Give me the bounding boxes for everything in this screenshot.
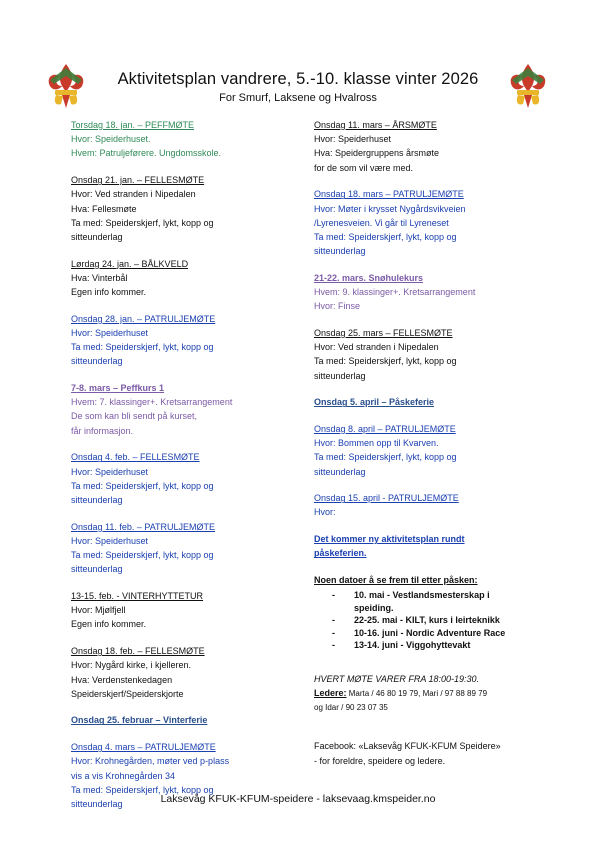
event-line: Hvor: Nygård kirke, i kjelleren.	[71, 660, 192, 671]
event-line: Hva: Fellesmøte	[71, 203, 137, 214]
meeting-time: HVERT MØTE VARER FRA 18:00-19:30.	[314, 673, 480, 684]
event-heading: Onsdag 21. jan. – FELLESMØTE	[71, 175, 205, 186]
event-line: Ta med: Speiderskjerf, lykt, kopp og	[314, 356, 457, 367]
event-line: sitteunderlag	[314, 466, 366, 477]
event-line: får informasjon.	[71, 425, 134, 436]
event-line: Ta med: Speiderskjerf, lykt, kopp og	[71, 217, 214, 228]
leaders-contacts: Marta / 46 80 19 79, Mari / 97 88 89 79	[346, 689, 488, 699]
event-line: Hva: Vinterbål	[71, 272, 128, 283]
event-heading: Onsdag 25. februar – Vinterferie	[71, 715, 208, 726]
event-block	[71, 589, 301, 632]
leaders-line	[314, 686, 544, 701]
event-line: Ta med: Speiderskjerf, lykt, kopp og	[314, 452, 457, 463]
event-line: Hvor: Speiderhuset.	[71, 134, 151, 145]
event-line: Hvor: Speiderhuset	[71, 466, 149, 477]
event-heading: Onsdag 11. mars – ÅRSMØTE	[314, 120, 437, 130]
event-heading: Torsdag 18. jan. – PEFFMØTE	[71, 120, 195, 130]
event-heading: Onsdag 11. feb. – PATRULJEMØTE	[71, 521, 216, 532]
event-heading: Onsdag 15. april - PATRULJEMØTE	[314, 493, 459, 504]
list-item: - 10-16. juni - Nordic Adventure Race	[314, 627, 544, 639]
right-column	[314, 118, 544, 768]
event-line: Hva: Verdenstenkedagen	[71, 674, 173, 685]
event-line: De som kan bli sendt på kurset,	[71, 411, 198, 422]
list-item: speiding.	[354, 602, 394, 613]
event-block	[71, 118, 301, 161]
event-line: Speiderskjerf/Speiderskjorte	[71, 688, 184, 699]
leaders-label: Ledere:	[314, 688, 347, 699]
event-line: Hvem: 7. klassinger+. Kretsarrangement	[71, 397, 233, 408]
event-heading: 7-8. mars – Peffkurs 1	[71, 383, 165, 394]
page-footer: Laksevåg KFUK-KFUM-speidere - laksevaag.kmspeider.no	[160, 793, 436, 805]
event-line: sitteunderlag	[314, 246, 366, 257]
event-line: /Lyrenesveien. Vi går til Lyreneset	[314, 217, 449, 228]
notice-block	[314, 532, 544, 560]
event-block	[314, 271, 544, 314]
facebook-line: Facebook: «Laksevåg KFUK-KFUM Speidere»	[314, 741, 501, 752]
event-line: Hvor: Krohnegården, møter ved p-plass	[71, 756, 230, 767]
event-line: Hvor: Bommen opp til Kvarven.	[314, 438, 439, 449]
event-line: Hvor: Speiderhuset	[314, 134, 392, 145]
event-line: Hvor: Mjølfjell	[71, 605, 126, 616]
event-line: Ta med: Speiderskjerf, lykt, kopp og	[71, 342, 214, 353]
event-block	[71, 644, 301, 701]
facebook-line: - for foreldre, speidere og ledere.	[314, 755, 446, 766]
upcoming-list	[314, 589, 544, 651]
event-line: Hvor: Speiderhuset	[71, 535, 149, 546]
event-line: Ta med: Speiderskjerf, lykt, kopp og	[314, 231, 457, 242]
event-line: Hvor:	[314, 507, 336, 518]
event-heading: Lørdag 24. jan. – BÅLKVELD	[71, 258, 189, 269]
event-line: Hvor: Ved stranden i Nipedalen	[314, 342, 439, 353]
event-block	[71, 312, 301, 369]
upcoming-heading: Noen datoer å se frem til etter påsken:	[314, 575, 478, 586]
notice-line: påskeferien.	[314, 548, 367, 559]
event-line: Hvor: Finse	[314, 301, 361, 312]
event-line: Hvor: Ved stranden i Nipedalen	[71, 189, 196, 200]
event-heading: Onsdag 4. mars – PATRULJEMØTE	[71, 742, 216, 753]
event-block	[71, 381, 301, 438]
notice-line: Det kommer ny aktivitetsplan rundt	[314, 534, 465, 545]
page-title: Aktivitetsplan vandrere, 5.-10. klasse vinter 2026	[117, 70, 479, 88]
event-block	[71, 520, 301, 577]
event-block	[71, 450, 301, 507]
event-line: sitteunderlag	[71, 231, 123, 242]
event-line: sitteunderlag	[71, 564, 123, 575]
event-block	[71, 173, 301, 244]
leaders-line: og Idar / 90 23 07 35	[314, 703, 388, 713]
event-line: Egen info kommer.	[71, 287, 147, 298]
upcoming-dates	[314, 573, 544, 651]
event-line: Hva: Speidergruppens årsmøte	[314, 148, 440, 159]
event-block	[314, 187, 544, 258]
event-line: for de som vil være med.	[314, 162, 414, 173]
event-block	[71, 257, 301, 300]
event-line: Ta med: Speiderskjerf, lykt, kopp og	[71, 550, 214, 561]
list-item: - 13-14. juni - Viggohyttevakt	[314, 639, 544, 651]
event-block	[314, 395, 544, 409]
left-column	[71, 118, 301, 824]
event-line: Ta med: Speiderskjerf, lykt, kopp og	[71, 480, 214, 491]
event-block	[314, 118, 544, 175]
event-block	[314, 422, 544, 479]
event-line: sitteunderlag	[71, 798, 123, 809]
event-heading: Onsdag 18. feb. – FELLESMØTE	[71, 646, 205, 657]
event-line: sitteunderlag	[71, 494, 123, 505]
event-line: sitteunderlag	[314, 370, 366, 381]
event-heading: Onsdag 4. feb. – FELLESMØTE	[71, 452, 200, 463]
event-heading: Onsdag 18. mars – PATRULJEMØTE	[314, 189, 464, 200]
event-block	[71, 713, 301, 727]
event-line: Hvor: Speiderhuset	[71, 327, 149, 338]
event-line: Hvem: Patruljeførere. Ungdomsskole.	[71, 148, 222, 159]
event-heading: 13-15. feb. - VINTERHYTTETUR	[71, 590, 204, 601]
event-line: vis a vis Krohnegården 34	[71, 770, 176, 781]
event-heading: Onsdag 5. april – Påskeferie	[314, 397, 435, 408]
event-heading: 21-22. mars. Snøhulekurs	[314, 272, 424, 283]
event-line: Hvor: Møter i krysset Nygårdsvikveien	[314, 203, 466, 214]
list-item: - 10. mai - Vestlandsmesterskap i	[314, 589, 544, 601]
event-line: Ta med: Speiderskjerf, lykt, kopp og	[71, 784, 214, 795]
event-block	[314, 491, 544, 519]
list-item: - 22-25. mai - KILT, kurs i leirteknikk	[314, 614, 544, 626]
event-line: Hvem: 9. klassinger+. Kretsarrangement	[314, 287, 476, 298]
event-heading: Onsdag 8. april – PATRULJEMØTE	[314, 423, 456, 434]
event-line: Egen info kommer.	[71, 619, 147, 630]
event-heading: Onsdag 28. jan. – PATRULJEMØTE	[71, 313, 216, 324]
event-line: sitteunderlag	[71, 356, 123, 367]
event-heading: Onsdag 25. mars – FELLESMØTE	[314, 327, 453, 338]
event-block	[314, 326, 544, 383]
page-subtitle: For Smurf, Laksene og Hvalross	[219, 92, 377, 104]
